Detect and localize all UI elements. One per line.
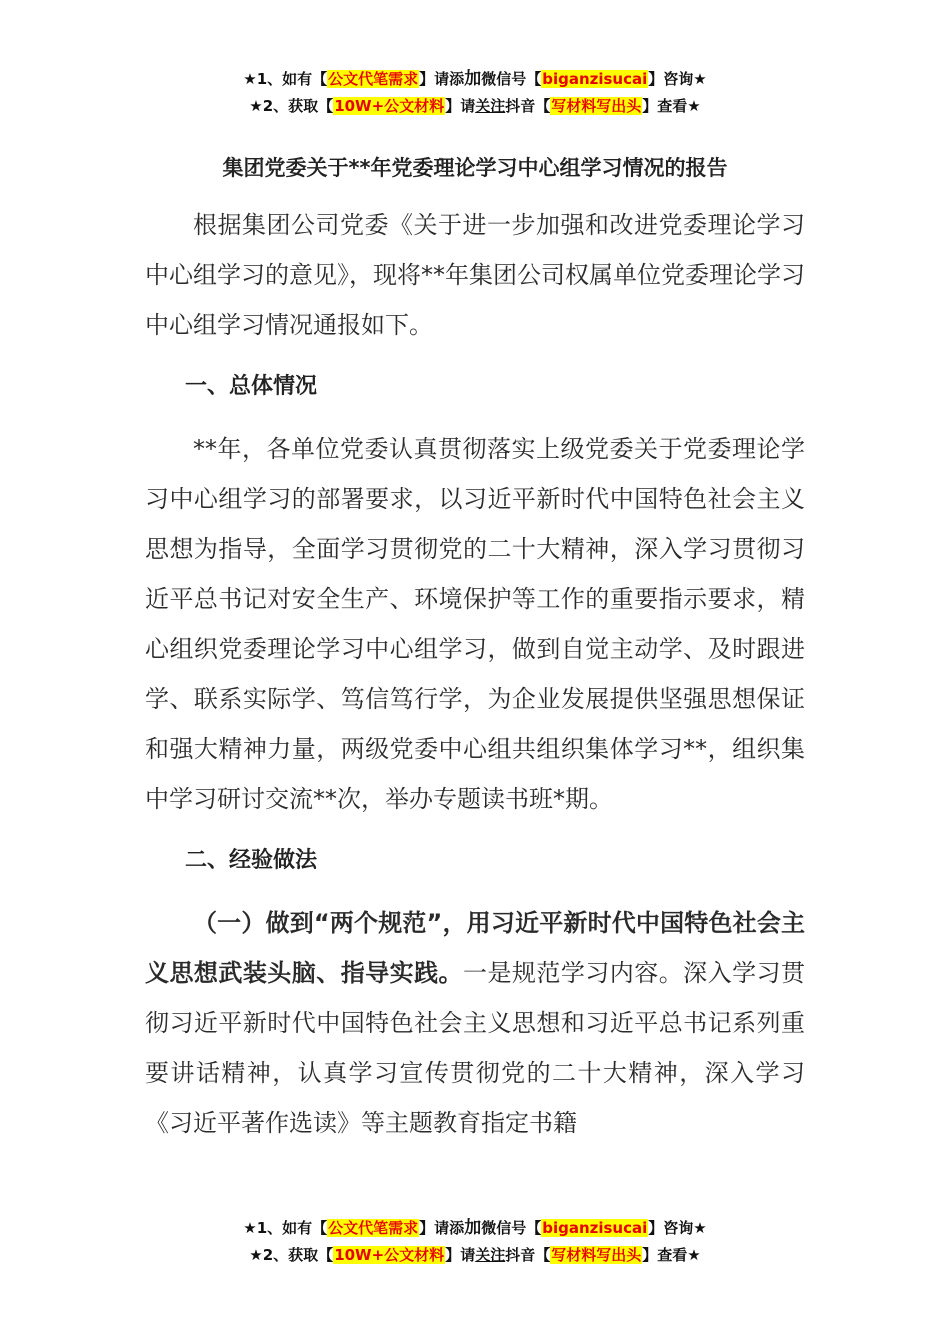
section-heading-practices: 二、经验做法 bbox=[185, 848, 318, 873]
section-heading-overview: 一、总体情况 bbox=[185, 374, 318, 399]
footer-notice-banner bbox=[0, 1215, 950, 1269]
subsection-heading: （一）做到“两个规范”，用习近平新时代中国特色社会主义思想武装头脑、指导实践。 bbox=[145, 909, 805, 987]
highlight-douyin-account: 写材料写出头 bbox=[551, 1246, 642, 1264]
subsection-text: 一是规范学习内容。深入学习贯彻习近平新时代中国特色社会主义思想和习近平总书记系列重要讲话精神，认真学习宣传贯彻党的二十大精神，深入学习《习近平著作选读》等主题教育指定书籍 bbox=[145, 959, 805, 1137]
overview-paragraph: **年，各单位党委认真贯彻落实上级党委关于党委理论学习中心组学习的部署要求，以习近平新时代中国特色社会主义思想为指导，全面学习贯彻党的二十大精神，深入学习贯彻习近平总书记对安全生产、环境保护等工作的重要指示要求，精心组织党委理论学习中心组学习，做到自觉主动学、及时跟进学、联系实际学、笃信笃行学，为企业发展提供坚强思想保证和强大精神力量，两级党委中心组共组织集体学习**，组织集中学习研讨交流**次，举办专题读书班*期。 bbox=[145, 435, 805, 813]
highlight-wechat-id: biganzisucai bbox=[542, 1219, 648, 1237]
document-title: 集团党委关于**年党委理论学习中心组学习情况的报告 bbox=[222, 156, 728, 180]
highlight-service: 公文代笔需求 bbox=[328, 70, 419, 88]
notice-line-1: ★1、如有【公文代笔需求】请添加微信号【biganzisucai】咨询★ bbox=[243, 69, 707, 89]
header-notice-banner bbox=[0, 66, 950, 120]
highlight-wechat-id: biganzisucai bbox=[542, 70, 648, 88]
notice-line-2: ★2、获取【10W+公文材料】请关注抖音【写材料写出头】查看★ bbox=[249, 1246, 701, 1264]
practices-paragraph bbox=[145, 898, 805, 1148]
highlight-service: 公文代笔需求 bbox=[328, 1219, 419, 1237]
notice-line-2: ★2、获取【10W+公文材料】请关注抖音【写材料写出头】查看★ bbox=[249, 97, 701, 115]
document-body bbox=[145, 148, 805, 1160]
notice-line-1: ★1、如有【公文代笔需求】请添加微信号【biganzisucai】咨询★ bbox=[243, 1218, 707, 1238]
highlight-douyin-account: 写材料写出头 bbox=[551, 97, 642, 115]
highlight-materials: 10W+公文材料 bbox=[334, 97, 445, 115]
intro-paragraph: 根据集团公司党委《关于进一步加强和改进党委理论学习中心组学习的意见》，现将**年集团公司权属单位党委理论学习中心组学习情况通报如下。 bbox=[145, 211, 805, 339]
highlight-materials: 10W+公文材料 bbox=[334, 1246, 445, 1264]
